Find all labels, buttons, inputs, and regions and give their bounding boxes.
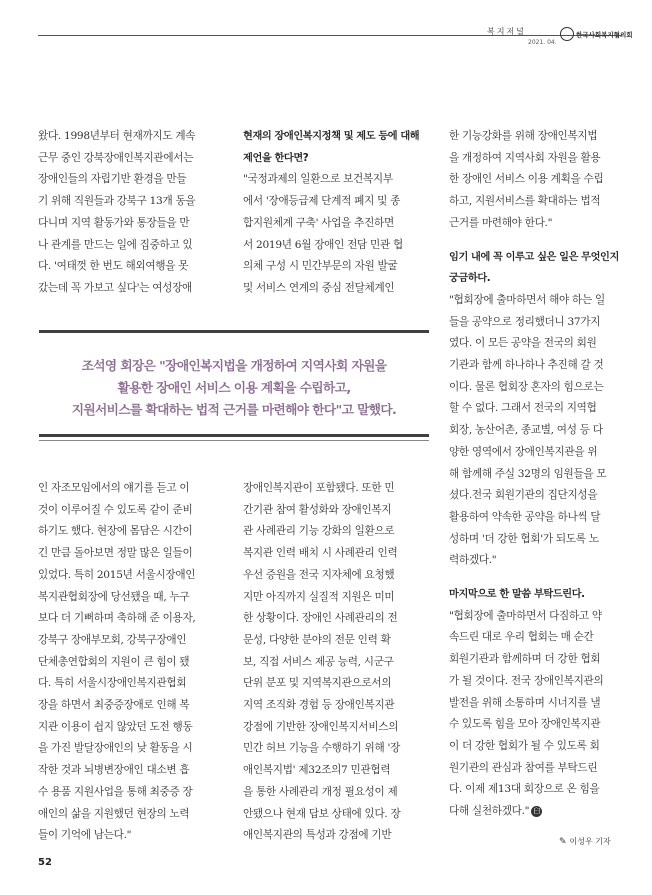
- text-line: 있었다. 특히 2015년 서울시장애인: [38, 568, 196, 581]
- text-line: 보다 더 기뻐하며 축하해 준 이용자,: [38, 612, 196, 625]
- question-heading: 임기 내에 꼭 이루고 싶은 일은 무엇인지: [449, 251, 619, 263]
- text-line: 애인의 삶을 지원했던 현장의 노력: [38, 807, 190, 820]
- text-line: 서 2019년 6월 장애인 전담 민관 협: [243, 238, 403, 251]
- text-line: 들이 기억에 남는다.": [38, 829, 132, 842]
- pull-quote-line: 활용한 장애인 서비스 이용 계획을 수립하고,: [117, 380, 351, 395]
- text-line: 복지관 인력 배치 시 사례관리 인력: [243, 547, 398, 560]
- text-line: 셨다.전국 회원기관의 집단지성을: [449, 489, 598, 502]
- question-heading: 마지막으로 한 말씀 부탁드린다.: [449, 589, 585, 601]
- pull-quote-line: 조석영 회장은 "장애인복지법을 개정하여 지역사회 자원을: [81, 358, 387, 373]
- text-line: 왔다. 1998년부터 현재까지도 계속: [38, 130, 196, 142]
- text-line: 이다. 물론 협회장 혼자의 힘으로는: [449, 380, 604, 393]
- text-line: 력하겠다.": [449, 554, 497, 567]
- column-1-top: [38, 126, 220, 300]
- text-line: 성하며 '더 강한 협회'가 되도록 노: [449, 532, 599, 545]
- text-line: 수 있도록 힘을 모아 장애인복지관: [449, 718, 601, 731]
- text-line: "협회장에 출마하면서 해야 하는 일: [449, 293, 605, 306]
- text-line: 다. 특히 서울시장애인복지관협회: [38, 677, 187, 690]
- text-line: 하고, 지원서비스를 확대하는 법적: [449, 195, 601, 208]
- text-line: 간기관 참여 활성화와 장애인복지: [243, 503, 392, 516]
- org-name: 한국사회복지협의회: [576, 30, 633, 39]
- org-emblem-icon: [560, 27, 574, 41]
- text-line: 보, 직접 서비스 제공 능력, 시군구: [243, 655, 394, 668]
- text-line: 한 기능강화를 위해 장애인복지법: [449, 130, 598, 142]
- text-line: 단체총연합회의 지원이 큰 힘이 됐: [38, 655, 190, 668]
- text-line: 장을 하면서 최중증장애로 인해 복: [38, 699, 190, 712]
- question-heading: 제언을 한다면?: [243, 152, 309, 164]
- column-2-bottom: [243, 478, 428, 847]
- text-line: 가 될 것이다. 전국 장애인복지관의: [449, 674, 604, 687]
- issue-date: 2021. 04.: [528, 39, 557, 46]
- text-line: 발전을 위해 소통하며 시너지를 낼: [449, 696, 601, 709]
- text-line: 작한 것과 뇌병변장애인 대소변 흡: [38, 764, 190, 777]
- text-line: 갔는데 꼭 가보고 싶다'는 여성장애: [38, 281, 192, 294]
- text-line: 이 더 강한 협회가 될 수 있도록 회: [449, 739, 600, 752]
- text-line: 나 관계를 만드는 일에 집중하고 있: [38, 238, 193, 251]
- text-line: 우선 증원을 전국 지자체에 요청했: [243, 568, 395, 581]
- text-line: 하기도 했다. 현장에 몸담은 시간이: [38, 525, 193, 538]
- text-line: 복지관협회장에 당선됐을 때, 누구: [38, 590, 190, 603]
- text-line-content: 다해 실천하겠다.": [449, 805, 530, 818]
- org-logo: [560, 27, 633, 41]
- text-line: 기관과 함께 하나하나 추진해 갈 것: [449, 359, 604, 372]
- text-line: 활용하여 약속한 공약을 하나씩 달: [449, 510, 601, 523]
- question-heading: 현재의 장애인복지정책 및 제도 등에 대해: [243, 131, 420, 142]
- text-line: 속드린 대로 우리 협회는 매 순간: [449, 631, 594, 644]
- text-line: 들을 공약으로 정리했더니 37가지: [449, 315, 601, 328]
- text-line: 을 개정하여 지역사회 자원을 활용: [449, 151, 601, 164]
- text-line: 안됐으나 현재 답보 상태에 있다. 장: [243, 807, 401, 820]
- text-line: 였다. 이 모든 공약을 전국의 회원: [449, 337, 597, 350]
- text-line: 장애인들의 자립기반 환경을 만들: [38, 173, 187, 186]
- pull-quote-line: 지원서비스를 확대하는 법적 근거를 마련해야 한다"고 말했다.: [71, 402, 397, 417]
- text-line: 을 가진 발달장애인의 낮 활동을 시: [38, 742, 193, 755]
- text-line: "협회장에 출마하면서 다짐하고 약: [449, 609, 602, 622]
- column-3: [449, 126, 625, 823]
- text-line: 애인복지관의 특성과 강점에 기반: [243, 829, 392, 842]
- text-line: 긴 만큼 돌아보면 정말 많은 일들이: [38, 547, 193, 560]
- spacer: [449, 572, 625, 584]
- text-line: 강북구 장애부모회, 강북구장애인: [38, 633, 187, 646]
- end-mark-icon: 臼: [531, 806, 542, 817]
- text-line: 기 위해 직원들과 강북구 13개 동을: [38, 195, 196, 208]
- pull-quote: [39, 330, 429, 437]
- column-2-top: [243, 126, 428, 300]
- text-line: 문성, 다양한 분야의 전문 인력 확: [243, 633, 391, 646]
- text-line: 단위 분포 및 지역복지관으로서의: [243, 677, 392, 690]
- spacer: [449, 235, 625, 247]
- text-line: 근무 중인 강북장애인복지관에서는: [38, 151, 194, 164]
- text-line: 강점에 기반한 장애인복지서비스의: [243, 720, 399, 733]
- text-line: 근거를 마련해야 한다.": [449, 216, 553, 229]
- question-heading: 궁금하다.: [449, 273, 491, 285]
- text-line: 양한 영역에서 장애인복지관을 위: [449, 445, 598, 458]
- text-line: 지역 조직화 경험 등 장애인복지관: [243, 699, 395, 712]
- text-line: 및 서비스 연계의 중심 전달체계인: [243, 281, 395, 294]
- text-line: 것이 이루어질 수 있도록 같이 준비: [38, 503, 193, 516]
- text-line: 다. 이제 제13대 회장으로 온 힘을: [449, 783, 600, 796]
- text-line: 을 통한 사례관리 개정 필요성이 제: [243, 785, 398, 798]
- text-line: [449, 801, 625, 823]
- text-line: 합지원체계 구축' 사업을 추진하면: [243, 216, 394, 229]
- text-line: "국정과제의 일환으로 보건복지부: [243, 173, 393, 186]
- text-line: 민간 허브 기능을 수행하기 위해 '장: [243, 742, 401, 755]
- text-line: 장애인복지관이 포함됐다. 또한 민: [243, 482, 395, 494]
- text-line: 한 장애인 서비스 이용 계획을 수립: [449, 173, 604, 186]
- column-1-bottom: [38, 478, 220, 847]
- page-number: 52: [38, 857, 52, 868]
- byline: [559, 836, 611, 847]
- reporter-name: 이성우 기자: [569, 837, 611, 846]
- text-line: 관 사례관리 기능 강화의 일환으로: [243, 525, 395, 538]
- text-line: 수 용품 지원사업을 통해 최중증 장: [38, 785, 193, 798]
- text-line: 한 상황이다. 장애인 사례관리의 전: [243, 612, 398, 625]
- text-line: 에서 '장애등급제 단계적 폐지 및 종: [243, 195, 401, 208]
- text-line: 회원기관과 함께하며 더 강한 협회: [449, 653, 601, 666]
- text-line: 지만 아직까지 실질적 지원은 미미: [243, 590, 395, 603]
- text-line: 인 자조모임에서의 얘기를 듣고 이: [38, 482, 190, 494]
- text-line: 해 함께해 주실 32명의 임원들을 모: [449, 467, 607, 480]
- text-line: 의체 구성 시 민간부문의 자원 발굴: [243, 260, 398, 273]
- magazine-name: 복지저널: [487, 27, 526, 36]
- text-line: 회장, 농산어촌, 종교별, 여성 등 다: [449, 424, 603, 437]
- text-line: 다. '여태껏 한 번도 해외여행을 못: [38, 260, 189, 273]
- text-line: 다니며 지역 활동가와 통장들을 만: [38, 216, 190, 229]
- text-line: 애인복지법' 제32조의7 민관협력: [243, 764, 391, 777]
- header-rule: [38, 35, 622, 36]
- text-line: 할 수 없다. 그래서 전국의 지역협: [449, 402, 597, 415]
- text-line: 지관 이용이 쉽지 않았던 도전 행동: [38, 720, 193, 733]
- text-line: 원기관의 관심과 참여를 부탁드린: [449, 761, 598, 774]
- pen-icon: ✎: [559, 836, 567, 847]
